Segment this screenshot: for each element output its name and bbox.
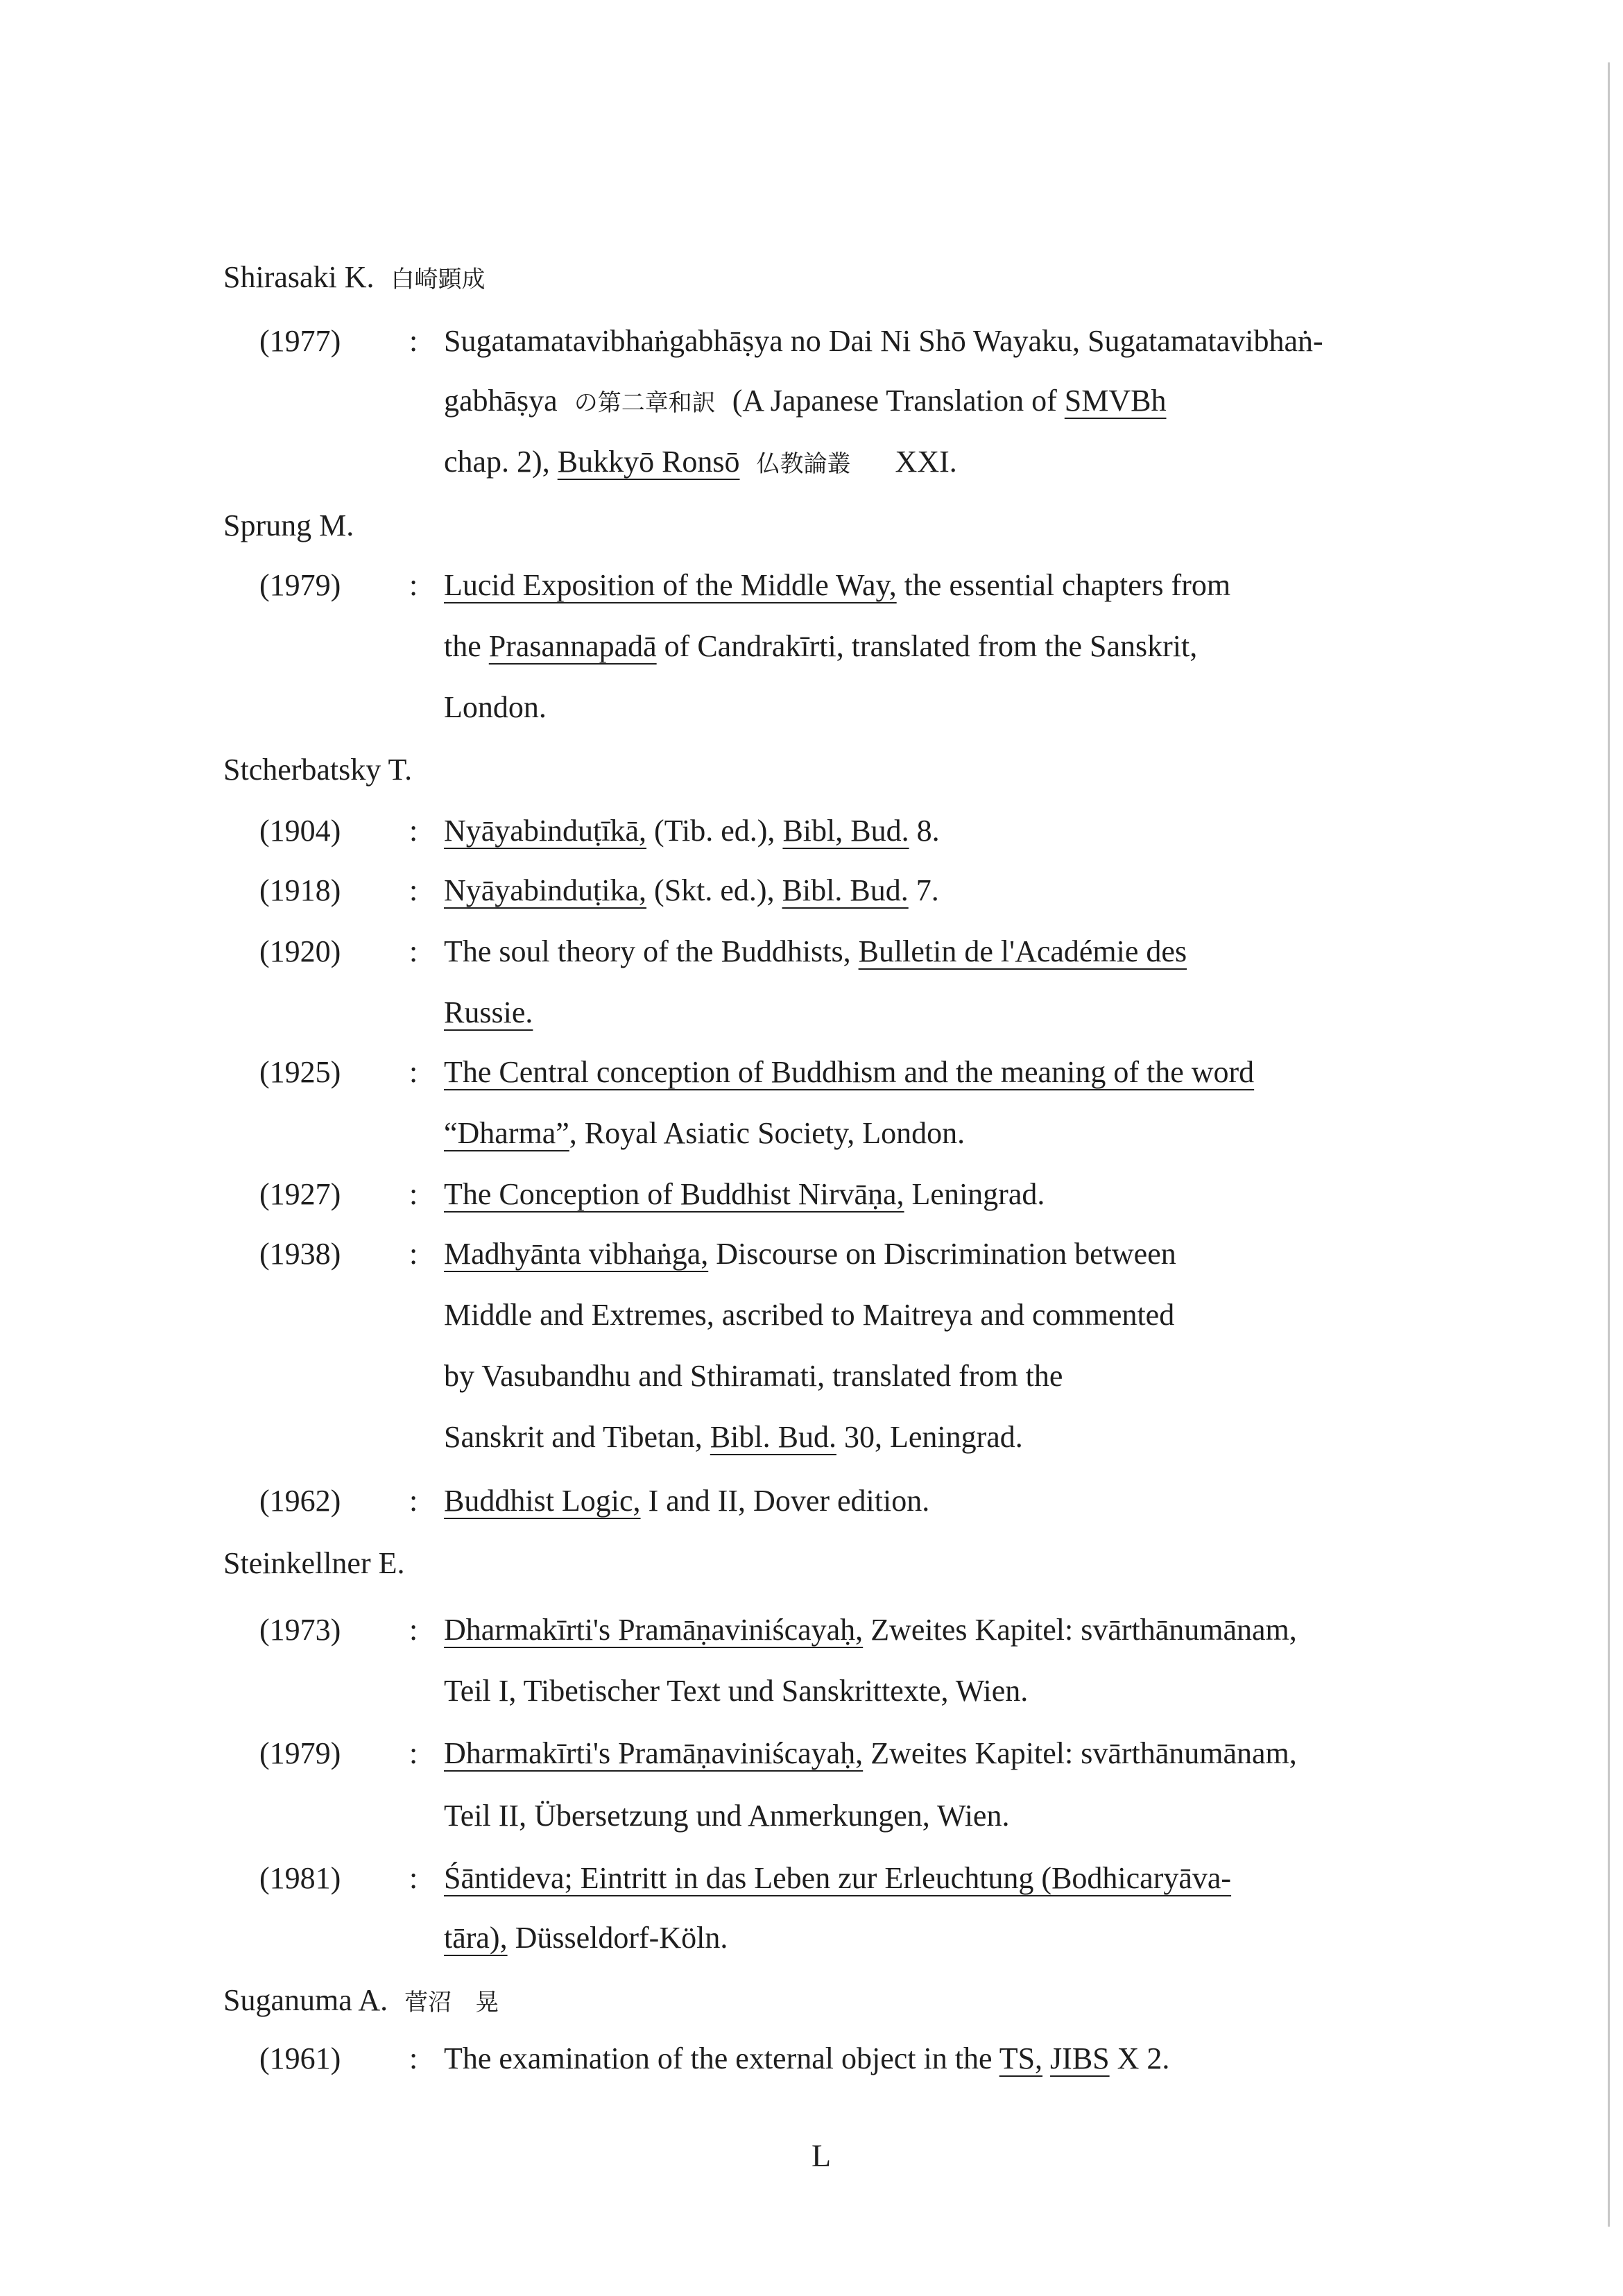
scan-edge-line: [1608, 62, 1610, 2227]
ref-year: (1938): [259, 1237, 341, 1271]
author-stcherbatsky: Stcherbatsky T.: [223, 753, 413, 787]
ref-year: (1918): [259, 873, 341, 907]
ref-text-line: [444, 1611, 1297, 1650]
ref-colon: :: [409, 1055, 418, 1089]
ref-text: The examination of the external object in the: [444, 2041, 999, 2075]
ref-text-line: [444, 1859, 1231, 1898]
ref-text-line: [444, 443, 957, 483]
author-name-japanese: 菅沼 晃: [404, 1989, 499, 2016]
ref-text: Discourse on Discrimination between: [708, 1237, 1176, 1271]
ref-colon: :: [409, 1736, 418, 1770]
journal-title: Bulletin de l'Académie des: [858, 934, 1187, 968]
ref-text-line: by Vasubandhu and Sthiramati, translated from the: [444, 1359, 1063, 1393]
book-title: “Dharma”: [444, 1116, 569, 1150]
book-title: The Central conception of Buddhism and the meaning of the word: [444, 1055, 1255, 1089]
ref-text-line: [444, 1053, 1254, 1092]
ref-text-line: Middle and Extremes, ascribed to Maitreya and commented: [444, 1298, 1175, 1332]
ref-text: the: [444, 629, 489, 663]
ref-text-line: [444, 627, 1197, 666]
series-title: Bibl. Bud.: [710, 1420, 836, 1454]
ref-text: , Royal Asiatic Society, London.: [569, 1116, 965, 1150]
ref-text-line: [444, 993, 533, 1032]
ref-colon: :: [409, 568, 418, 602]
ref-text: (Tib. ed.),: [646, 814, 783, 848]
ref-year: (1962): [259, 1484, 341, 1518]
author-name: Suganuma A.: [223, 1983, 388, 2017]
book-title: Dharmakīrti's Pramāṇaviniścayaḥ,: [444, 1613, 864, 1647]
ref-year: (1977): [259, 324, 341, 358]
ref-text-line: [444, 871, 939, 910]
author-name-japanese: 白崎顕成: [390, 266, 486, 293]
book-title: Prasannapadā: [488, 629, 657, 663]
journal-abbrev: JIBS: [1050, 2041, 1110, 2075]
journal-title-japanese: 仏教論叢: [756, 450, 851, 478]
ref-text-line: [444, 1418, 1023, 1457]
ref-text-line: [444, 1734, 1297, 1773]
book-title: TS,: [999, 2041, 1043, 2075]
ref-year: (1981): [259, 1861, 341, 1895]
ref-colon: :: [409, 1861, 418, 1895]
ref-year: (1927): [259, 1177, 341, 1211]
ref-year: (1979): [259, 1736, 341, 1770]
book-title: Dharmakīrti's Pramāṇaviniścayaḥ,: [444, 1736, 864, 1770]
book-title: Nyāyabinduṭīkā,: [444, 814, 647, 848]
book-title: The Conception of Buddhist Nirvāṇa,: [444, 1177, 904, 1211]
book-title: Lucid Exposition of the Middle Way,: [444, 568, 897, 602]
book-title: tāra),: [444, 1921, 508, 1955]
ref-text: 30, Leningrad.: [836, 1420, 1023, 1454]
author-suganuma: [223, 1981, 515, 2022]
ref-text: (A Japanese Translation of: [732, 384, 1057, 418]
ref-japanese-title: の第二章和訳: [574, 389, 716, 417]
ref-colon: :: [409, 1484, 418, 1518]
ref-year: (1979): [259, 568, 341, 602]
ref-colon: :: [409, 873, 418, 907]
ref-year: (1925): [259, 1055, 341, 1089]
series-title: Bibl, Bud.: [782, 814, 909, 848]
ref-colon: :: [409, 1177, 418, 1211]
ref-colon: :: [409, 934, 418, 968]
ref-text: Zweites Kapitel: svārthānumānam,: [863, 1613, 1297, 1647]
page-marker: L: [812, 2138, 832, 2173]
ref-text-line: [444, 1482, 929, 1520]
ref-year: (1904): [259, 814, 341, 848]
journal-title: Russie.: [444, 995, 533, 1029]
ref-text: The soul theory of the Buddhists,: [444, 934, 859, 968]
ref-colon: :: [409, 814, 418, 848]
ref-text-line: [444, 812, 940, 850]
ref-text-line: [444, 1919, 728, 1957]
book-title: Śāntideva; Eintritt in das Leben zur Erleuchtung (Bodhicaryāva-: [444, 1861, 1232, 1895]
ref-text-line: [444, 1175, 1045, 1214]
series-title: Bibl. Bud.: [782, 873, 909, 907]
ref-text: chap. 2),: [444, 445, 550, 479]
ref-text: Zweites Kapitel: svārthānumānam,: [863, 1736, 1297, 1770]
ref-year: (1961): [259, 2041, 341, 2075]
ref-text: 8.: [909, 814, 940, 848]
ref-text: [1042, 2041, 1050, 2075]
book-title: Madhyānta vibhaṅga,: [444, 1237, 709, 1271]
author-name: Shirasaki K.: [223, 260, 375, 294]
ref-text: I and II, Dover edition.: [640, 1484, 930, 1518]
ref-text-line: Teil II, Übersetzung und Anmerkungen, Wien.: [444, 1799, 1010, 1833]
ref-text: X 2.: [1109, 2041, 1170, 2075]
author-shirasaki: [223, 258, 502, 299]
volume: XXI.: [895, 445, 957, 479]
ref-text-line: [444, 1235, 1176, 1274]
author-steinkellner: Steinkellner E.: [223, 1546, 405, 1580]
ref-text: 7.: [908, 873, 939, 907]
author-sprung: Sprung M.: [223, 508, 354, 542]
ref-year: (1920): [259, 934, 341, 968]
ref-text: the essential chapters from: [896, 568, 1231, 602]
ref-text-line: Sugatamatavibhaṅgabhāṣya no Dai Ni Shō Wayaku, Sugatamatavibhaṅ-: [444, 324, 1323, 358]
ref-text: Düsseldorf-Köln.: [507, 1921, 728, 1955]
ref-text: gabhāṣya: [444, 384, 558, 418]
ref-colon: :: [409, 1237, 418, 1271]
ref-text-line: [444, 2039, 1169, 2078]
ref-colon: :: [409, 324, 418, 358]
ref-text-line: [444, 932, 1187, 971]
ref-text: Sanskrit and Tibetan,: [444, 1420, 710, 1454]
ref-text: of Candrakīrti, translated from the Sanskrit,: [656, 629, 1198, 663]
journal-title: Bukkyō Ronsō: [557, 445, 740, 479]
ref-colon: :: [409, 2041, 418, 2075]
ref-text: Leningrad.: [904, 1177, 1045, 1211]
ref-colon: :: [409, 1613, 418, 1647]
ref-text-line: [444, 382, 1167, 422]
ref-text-line: London.: [444, 690, 547, 724]
book-title: Nyāyabinduṭika,: [444, 873, 647, 907]
journal-abbrev: SMVBh: [1064, 384, 1167, 418]
ref-text: (Skt. ed.),: [646, 873, 782, 907]
ref-text-line: Teil I, Tibetischer Text und Sanskrittexte, Wien.: [444, 1674, 1029, 1708]
book-title: Buddhist Logic,: [444, 1484, 641, 1518]
ref-text-line: [444, 1114, 965, 1153]
ref-text-line: [444, 566, 1230, 605]
ref-year: (1973): [259, 1613, 341, 1647]
